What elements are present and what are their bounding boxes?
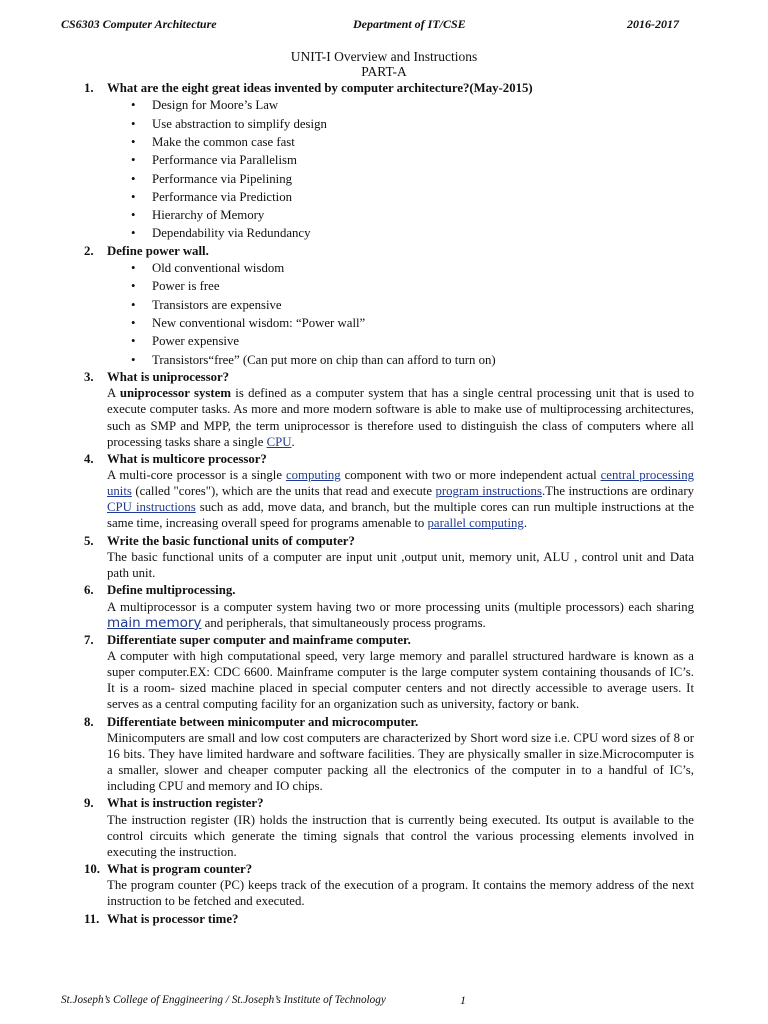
bullet-item: • Power is free xyxy=(0,277,768,295)
question-heading xyxy=(0,714,768,730)
bullet-list xyxy=(0,96,768,242)
answer-text xyxy=(107,599,694,631)
header-year: 2016-2017 xyxy=(627,17,679,31)
question-item xyxy=(0,582,768,631)
bullet-item: • Hierarchy of Memory xyxy=(0,206,768,224)
question-text: What is instruction register? xyxy=(107,796,264,811)
bullet-item: • Use abstraction to simplify design xyxy=(0,115,768,133)
bullet-item: • Performance via Prediction xyxy=(0,188,768,206)
question-heading xyxy=(0,582,768,598)
question-item xyxy=(0,861,768,910)
question-heading xyxy=(0,243,768,259)
question-number: 9. xyxy=(84,796,94,811)
question-text: Define power wall. xyxy=(107,243,209,258)
question-list xyxy=(0,80,768,927)
question-item xyxy=(0,714,768,795)
answer-text xyxy=(107,877,694,909)
question-text: What is program counter? xyxy=(107,861,253,876)
answer-fragment: such as add, move data, and branch, but the multiple cores can run multiple instructions at the same time, increasing overall speed for programs amenable to xyxy=(107,500,695,531)
question-heading xyxy=(0,632,768,648)
bullet-item: • Old conventional wisdom xyxy=(0,259,768,277)
question-number: 5. xyxy=(84,533,94,548)
answer-fragment: A xyxy=(107,386,120,401)
bullet-item: • Performance via Pipelining xyxy=(0,170,768,188)
answer-fragment: Minicomputers are small and low cost computers are characterized by Short word size i.e. CPU word sizes of 8 or 16 bits. They have limited hardware and software facilities. They are physically smaller in size.Microcomputer is a smaller, slower and cheaper computer packing all the electronics of the computer in to a handful of IC’s, including CPU and memory and IO chips. xyxy=(107,730,694,794)
hyperlink[interactable]: main memory xyxy=(107,614,202,631)
question-heading xyxy=(0,795,768,811)
answer-fragment: (called "cores"), which are the units that read and execute xyxy=(131,484,436,499)
answer-text xyxy=(107,467,694,531)
hyperlink[interactable]: central processing units xyxy=(107,468,694,499)
question-number: 7. xyxy=(84,632,94,647)
bullet-item: • Design for Moore’s Law xyxy=(0,96,768,114)
bold-term: uniprocessor system xyxy=(119,386,231,401)
page-number: 1 xyxy=(460,993,466,1007)
bullet-item: • Dependability via Redundancy xyxy=(0,224,768,242)
answer-text xyxy=(107,385,694,449)
bullet-item: • Make the common case fast xyxy=(0,133,768,151)
question-number: 11. xyxy=(84,911,100,926)
question-number: 3. xyxy=(84,369,94,384)
bullet-item: • Performance via Parallelism xyxy=(0,151,768,169)
question-number: 8. xyxy=(84,714,94,729)
question-heading xyxy=(0,911,768,927)
footer-institution: St.Joseph’s College of Enggineering / St.Joseph’s Institute of Technology xyxy=(61,994,386,1006)
bullet-item: • Transistors“free” (Can put more on chip than can afford to turn on) xyxy=(0,351,768,369)
question-text: What is uniprocessor? xyxy=(107,369,230,384)
question-item xyxy=(0,369,768,450)
question-item xyxy=(0,533,768,582)
question-item xyxy=(0,243,768,369)
question-heading xyxy=(0,369,768,385)
answer-fragment: . xyxy=(523,516,528,531)
answer-fragment: and peripherals, that simultaneously process programs. xyxy=(201,615,486,630)
hyperlink[interactable]: parallel computing xyxy=(427,516,524,531)
answer-fragment: A computer with high computational speed, very large memory and parallel structured hardware is known as a super computer.EX: CDC 6600. Mainframe computer is the large computer system containing thousands of IC’s. It is a room- sized machine placed in special computer centers and not directly accessible to average users. It serves as a central computing facility for an organization such as university, factory or bank. xyxy=(107,649,694,712)
question-item xyxy=(0,80,768,243)
question-heading xyxy=(0,80,768,96)
hyperlink[interactable]: computing xyxy=(285,468,341,483)
answer-fragment: The instruction register (IR) holds the instruction that is currently being executed. Its output is available to the control circuits which generate the timing signals that control the various processing elements involved in executing the instruction. xyxy=(107,812,694,859)
bullet-item: • Transistors are expensive xyxy=(0,296,768,314)
question-text: What are the eight great ideas invented by computer architecture?(May-2015) xyxy=(107,81,533,95)
question-item xyxy=(0,911,768,927)
answer-fragment: . xyxy=(291,434,295,449)
part-title: PART-A xyxy=(361,64,407,79)
question-heading xyxy=(0,533,768,549)
header-course: CS6303 Computer Architecture xyxy=(61,17,217,31)
answer-text xyxy=(107,812,694,860)
question-text: Differentiate super computer and mainframe computer. xyxy=(107,632,411,647)
bullet-item: • Power expensive xyxy=(0,332,768,350)
answer-text xyxy=(107,648,694,712)
question-item xyxy=(0,451,768,532)
answer-fragment: .The instructions are ordinary xyxy=(541,484,694,499)
answer-fragment: A multi-core processor is a single xyxy=(107,468,286,483)
question-item xyxy=(0,795,768,860)
answer-fragment: The program counter (PC) keeps track of the execution of a program. It contains the memory address of the next instruction to be fetched and executed. xyxy=(107,878,694,909)
question-number: 1. xyxy=(84,81,94,95)
question-text: What is processor time? xyxy=(107,911,239,926)
answer-fragment: A multiprocessor is a computer system having two or more processing units (multiple processors) each sharing xyxy=(107,599,694,614)
answer-text xyxy=(107,730,694,794)
bullet-list xyxy=(0,259,768,369)
answer-fragment: The basic functional units of a computer are input unit ,output unit, memory unit, ALU , control unit and Data path unit. xyxy=(107,549,694,581)
header-department: Department of IT/CSE xyxy=(353,17,466,31)
answer-fragment: is defined as a computer system that has a single central processing unit that is used to execute computer tasks. As more and more modern software is able to make use of multiprocessing architectures, such as SMP and MPP, the term uniprocessor is therefore used to distinguish the class of computers where all processing tasks share a single xyxy=(107,386,694,449)
question-text: Differentiate between minicomputer and microcomputer. xyxy=(107,714,419,729)
question-text: Write the basic functional units of computer? xyxy=(107,533,355,548)
title-block xyxy=(0,49,768,79)
unit-title: UNIT-I Overview and Instructions xyxy=(290,49,478,64)
question-number: 4. xyxy=(84,451,94,466)
question-item xyxy=(0,632,768,713)
question-heading xyxy=(0,861,768,877)
question-number: 10. xyxy=(84,861,100,876)
hyperlink[interactable]: program instructions xyxy=(435,484,542,499)
answer-fragment: component with two or more independent actual xyxy=(340,468,601,483)
answer-text xyxy=(107,549,694,581)
hyperlink[interactable]: CPU xyxy=(266,434,292,449)
question-heading xyxy=(0,451,768,467)
question-number: 6. xyxy=(84,583,94,598)
question-text: Define multiprocessing. xyxy=(107,583,236,598)
bullet-item: • New conventional wisdom: “Power wall” xyxy=(0,314,768,332)
question-number: 2. xyxy=(84,243,94,258)
question-text: What is multicore processor? xyxy=(107,451,267,466)
hyperlink[interactable]: CPU instructions xyxy=(107,500,196,515)
